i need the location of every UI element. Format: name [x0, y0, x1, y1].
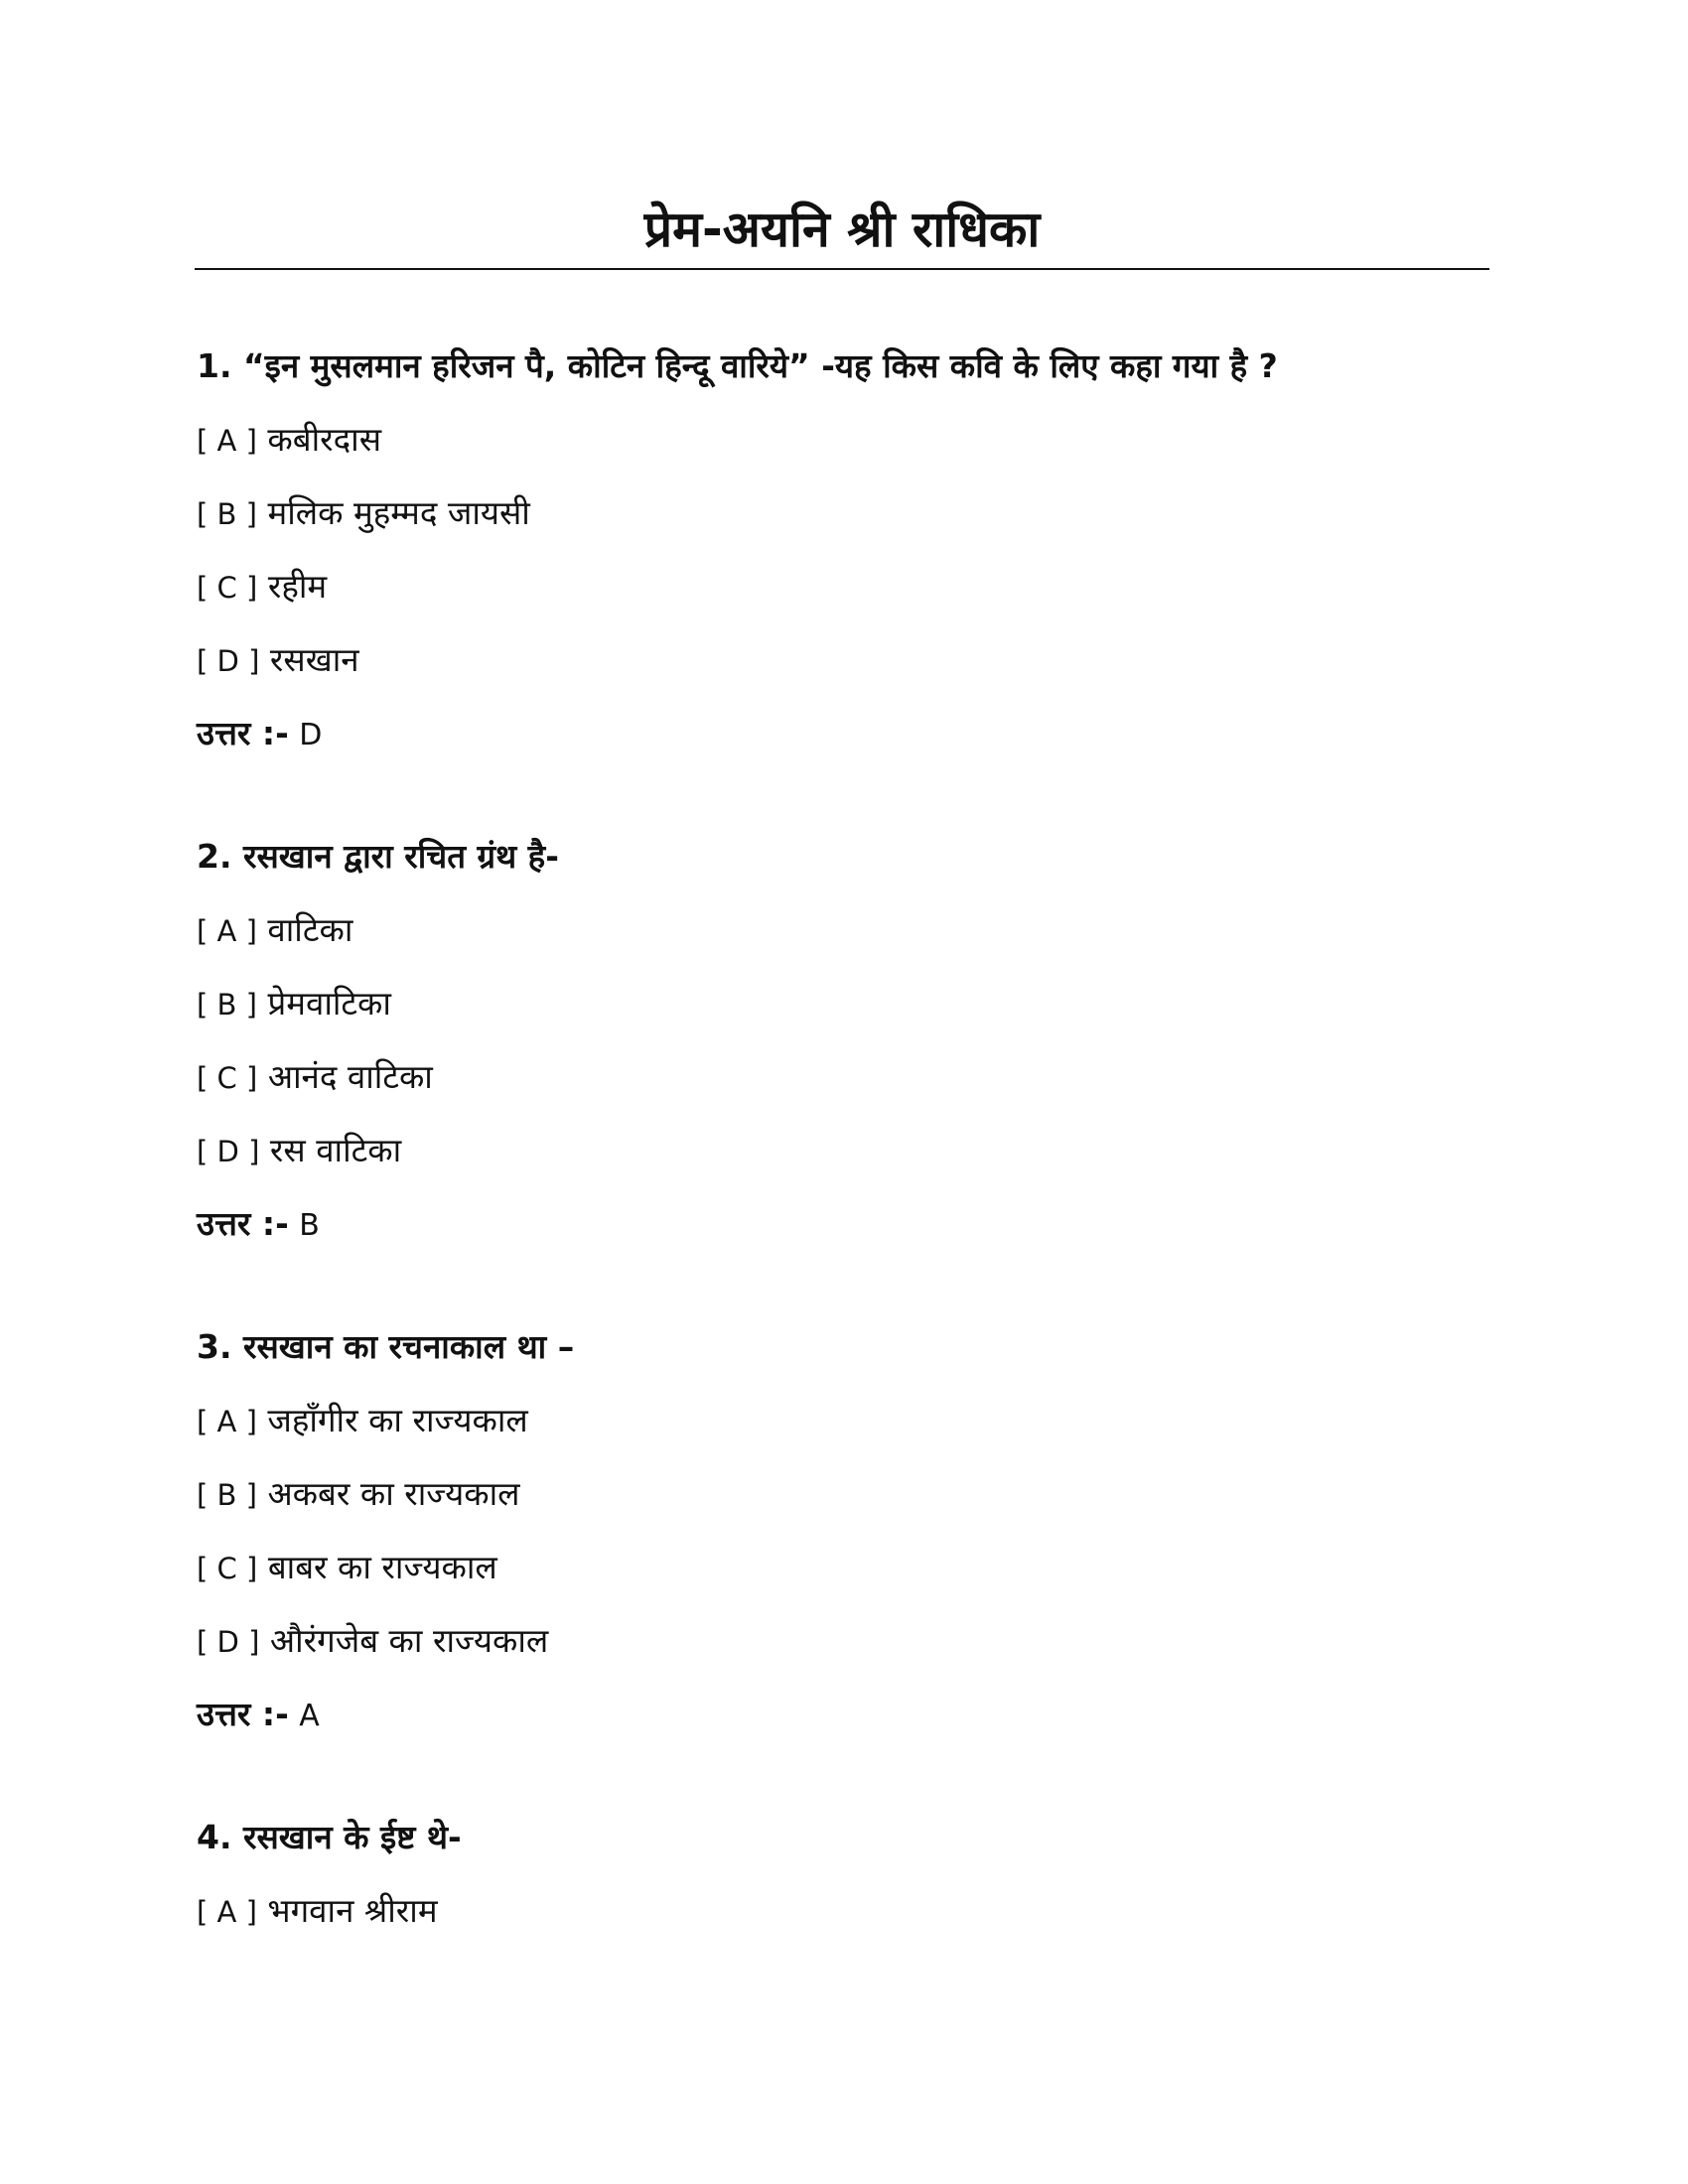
question-2 — [197, 832, 1487, 1249]
option-text: बाबर का राज्यकाल — [267, 1548, 497, 1586]
option-key: [ B ] — [197, 1478, 257, 1512]
answer-label: उत्तर :- — [197, 714, 289, 752]
option-c — [197, 1052, 1487, 1102]
option-text: मलिक मुहम्मद जायसी — [267, 493, 530, 532]
title-underline — [195, 268, 1489, 270]
option-key: [ A ] — [197, 914, 257, 948]
answer-line — [197, 1199, 1487, 1249]
answer-label: उत्तर :- — [197, 1695, 289, 1733]
option-d — [197, 635, 1487, 685]
option-key: [ C ] — [197, 1061, 258, 1095]
option-b — [197, 979, 1487, 1028]
option-key: [ A ] — [197, 1895, 257, 1929]
question-text: 4. रसखान के ईष्ट थे- — [197, 1818, 462, 1856]
answer-label: उत्तर :- — [197, 1204, 289, 1243]
option-key: [ A ] — [197, 1405, 257, 1438]
answer-value: B — [299, 1208, 320, 1243]
page-title: प्रेम-अयनि श्री राधिका — [643, 201, 1041, 258]
answer-value: A — [299, 1699, 320, 1733]
option-d — [197, 1126, 1487, 1175]
question-3 — [197, 1322, 1487, 1739]
option-key: [ D ] — [197, 1625, 260, 1659]
option-text: रसखान — [269, 640, 359, 679]
option-a — [197, 1396, 1487, 1445]
option-b — [197, 488, 1487, 538]
answer-line — [197, 709, 1487, 758]
option-key: [ D ] — [197, 1135, 260, 1168]
option-key: [ C ] — [197, 571, 258, 605]
option-d — [197, 1616, 1487, 1666]
question-text: 3. रसखान का रचनाकाल था – — [197, 1327, 575, 1366]
option-c — [197, 1543, 1487, 1592]
answer-value: D — [299, 718, 323, 752]
option-text: रहीम — [267, 567, 328, 606]
answer-line — [197, 1690, 1487, 1739]
option-a — [197, 415, 1487, 465]
option-text: अकबर का राज्यकाल — [267, 1474, 520, 1513]
option-c — [197, 562, 1487, 612]
question-text: 1. “इन मुसलमान हरिजन पै, कोटिन हिन्दू वारिये” -यह किस कवि के लिए कहा गया है ? — [197, 346, 1278, 385]
option-a — [197, 1886, 1487, 1936]
option-text: रस वाटिका — [269, 1131, 402, 1169]
option-key: [ B ] — [197, 497, 257, 531]
option-key: [ A ] — [197, 424, 257, 458]
option-text: जहाँगीर का राज्यकाल — [267, 1401, 528, 1439]
option-b — [197, 1469, 1487, 1519]
option-text: कबीरदास — [267, 420, 382, 459]
option-text: वाटिका — [267, 910, 353, 949]
question-text: 2. रसखान द्वारा रचित ग्रंथ है- — [197, 837, 559, 876]
option-text: भगवान श्रीराम — [267, 1891, 438, 1930]
question-1 — [197, 341, 1487, 758]
option-key: [ B ] — [197, 988, 257, 1022]
option-a — [197, 905, 1487, 955]
option-text: आनंद वाटिका — [267, 1057, 433, 1096]
option-key: [ C ] — [197, 1552, 258, 1585]
option-text: प्रेमवाटिका — [267, 984, 391, 1023]
option-key: [ D ] — [197, 644, 260, 678]
option-text: औरंगजेब का राज्यकाल — [269, 1621, 549, 1660]
question-4 — [197, 1813, 1487, 1960]
